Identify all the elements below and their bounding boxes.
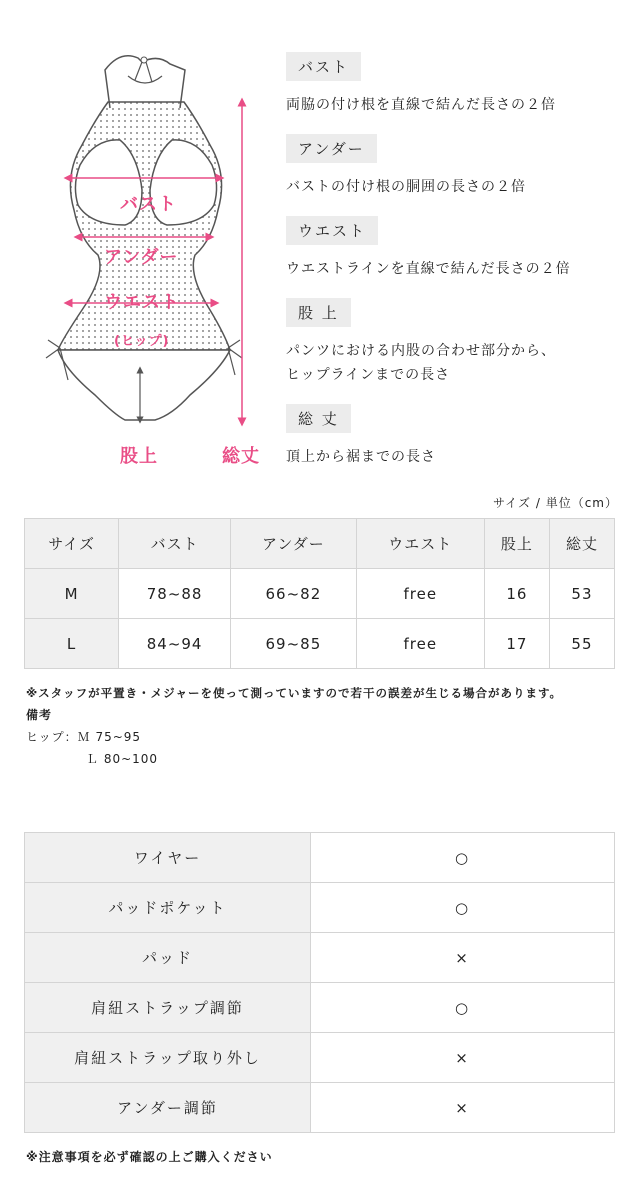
definition-rise: [286, 298, 556, 387]
definition-tag: 総 丈: [286, 404, 351, 433]
waist-label: ウエスト: [104, 292, 180, 313]
feature-name: ワイヤー: [25, 833, 311, 883]
rise-label: 股上: [120, 446, 158, 467]
feature-name: パッドポケット: [25, 883, 311, 933]
feature-name: アンダー調節: [25, 1083, 311, 1133]
table-header-cell: サイズ: [25, 519, 119, 569]
table-cell: M: [25, 569, 119, 619]
hip-label: (ヒップ): [114, 334, 170, 349]
notes: [26, 682, 562, 770]
table-cell: 84~94: [119, 619, 231, 669]
table-cell: 53: [549, 569, 614, 619]
feature-name: パッド: [25, 933, 311, 983]
length-label: 総丈: [222, 446, 260, 467]
table-cell: L: [25, 619, 119, 669]
unit-note: サイズ / 単位（cm）: [493, 496, 618, 510]
table-cell: free: [356, 569, 484, 619]
definition-tag: 股 上: [286, 298, 351, 327]
feature-mark: ×: [311, 933, 615, 983]
definition-waist: [286, 216, 571, 281]
feature-name: 肩紐ストラップ取り外し: [25, 1033, 311, 1083]
swimsuit-diagram: [20, 40, 280, 470]
table-header-cell: アンダー: [231, 519, 357, 569]
table-row: [25, 1033, 615, 1083]
table-header-cell: 総丈: [549, 519, 614, 569]
table-header-cell: バスト: [119, 519, 231, 569]
table-row: [25, 983, 615, 1033]
definition-text: バストの付け根の胴囲の長さの２倍: [286, 179, 526, 195]
feature-mark: ×: [311, 1083, 615, 1133]
table-row: [25, 833, 615, 883]
under-label: アンダー: [104, 247, 179, 268]
definition-text: パンツにおける内股の合わせ部分から、 ヒップラインまでの長さ: [286, 343, 556, 383]
table-cell: free: [356, 619, 484, 669]
definition-tag: アンダー: [286, 134, 377, 163]
definition-text: ウエストラインを直線で結んだ長さの２倍: [286, 261, 571, 277]
definition-under: [286, 134, 526, 199]
size-table: [24, 518, 615, 669]
table-header-cell: 股上: [484, 519, 549, 569]
remarks-title: 備考: [26, 708, 53, 722]
definition-tag: ウエスト: [286, 216, 378, 245]
bust-label: バスト: [120, 194, 177, 215]
hip-note-l: Ｌ 80~100: [86, 752, 159, 766]
definition-text: 頂上から裾までの長さ: [286, 449, 436, 465]
hip-note-m: ヒップ：Ｍ 75~95: [26, 730, 142, 744]
disclaimer-text: ※スタッフが平置き・メジャーを使って測っていますので若干の誤差が生じる場合があります。: [26, 686, 563, 700]
table-cell: 55: [549, 619, 614, 669]
definition-length: [286, 404, 436, 469]
table-cell: 78~88: [119, 569, 231, 619]
feature-name: 肩紐ストラップ調節: [25, 983, 311, 1033]
feature-mark: ○: [311, 883, 615, 933]
table-cell: 17: [484, 619, 549, 669]
table-row: [25, 1083, 615, 1133]
table-row: [25, 933, 615, 983]
table-row: [25, 883, 615, 933]
table-cell: 69~85: [231, 619, 357, 669]
table-header-cell: ウエスト: [356, 519, 484, 569]
table-cell: 66~82: [231, 569, 357, 619]
definition-tag: バスト: [286, 52, 361, 81]
feature-mark: ×: [311, 1033, 615, 1083]
table-row: [25, 569, 615, 619]
table-header-row: [25, 519, 615, 569]
features-table: [24, 832, 615, 1133]
table-cell: 16: [484, 569, 549, 619]
footer-note: ※注意事項を必ず確認の上ご購入ください: [26, 1150, 273, 1164]
table-row: [25, 619, 615, 669]
definition-text: 両脇の付け根を直線で結んだ長さの２倍: [286, 97, 556, 113]
feature-mark: ○: [311, 983, 615, 1033]
feature-mark: ○: [311, 833, 615, 883]
definition-bust: [286, 52, 556, 117]
